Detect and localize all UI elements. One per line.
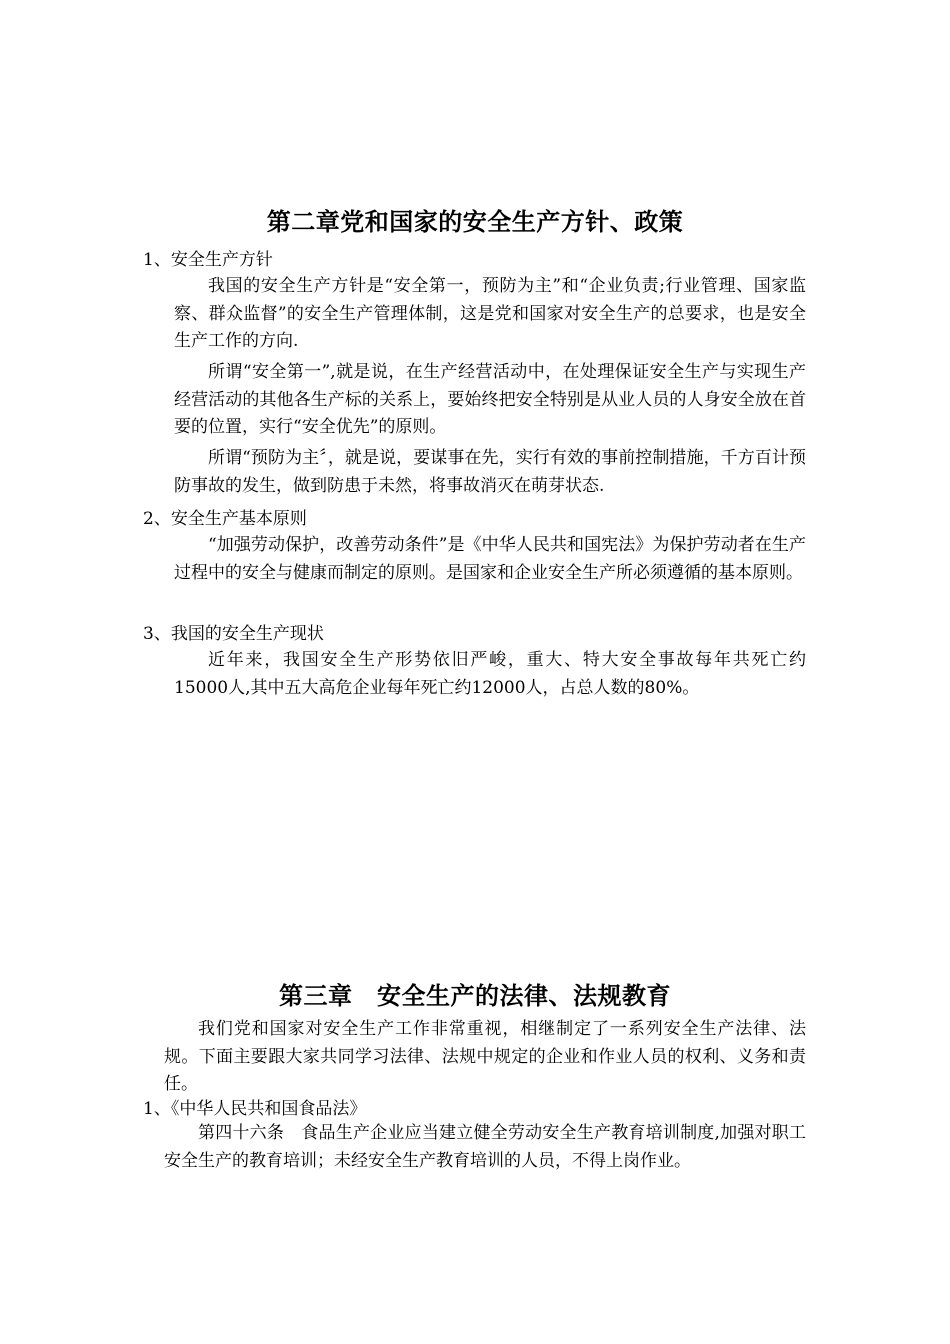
paragraph-basic-principle: “加强劳动保护，改善劳动条件”是《中华人民共和国宪法》为保护劳动者在生产过程中的安全与健康而制定的原则。是国家和企业安全生产所必须遵循的基本原则。 <box>174 535 806 583</box>
chapter-2-title: 第二章党和国家的安全生产方针、政策 <box>266 208 684 236</box>
paragraph-chapter-3-intro: 我们党和国家对安全生产工作非常重视，相继制定了一系列安全生产法律、法规。下面主要跟大家共同学习法律、法规中规定的企业和作业人员的权利、义务和责任。 <box>164 1019 806 1095</box>
section-heading-safety-policy: 1、安全生产方针 <box>143 250 273 270</box>
paragraph-current-status: 近年来，我国安全生产形势依旧严峻，重大、特大安全事故每年共死亡约15000人,其中五大高危企业每年死亡约12000人，占总人数的80%。 <box>174 650 806 698</box>
paragraph-safety-policy: 我国的安全生产方针是“安全第一，预防为主”和“企业负责;行业管理、国家监察、群众监督”的安全生产管理体制，这是党和国家对安全生产的总要求，也是安全生产工作的方向. <box>174 276 806 352</box>
section-heading-food-law: 1、《中华人民共和国食品法》 <box>143 1099 367 1119</box>
paragraph-safety-first: 所谓“安全第一”,就是说，在生产经营活动中，在处理保证安全生产与实现生产经营活动的其他各生产标的关系上，要始终把安全特别是从业人员的人身安全放在首要的位置，实行“安全优先”的原则。 <box>174 362 806 438</box>
chapter-3-title: 第三章 安全生产的法律、法规教育 <box>279 982 671 1010</box>
paragraph-prevention-first: 所谓“预防为主〞，就是说，要谋事在先，实行有效的事前控制措施，千方百计预防事故的发生，做到防患于未然，将事故消灭在萌芽状态. <box>174 448 806 496</box>
paragraph-article-46: 第四十六条 食品生产企业应当建立健全劳动安全生产教育培训制度,加强对职工安全生产的教育培训；未经安全生产教育培训的人员，不得上岗作业。 <box>164 1123 806 1171</box>
section-heading-basic-principle: 2、安全生产基本原则 <box>143 509 307 529</box>
section-heading-current-status: 3、我国的安全生产现状 <box>143 624 324 644</box>
